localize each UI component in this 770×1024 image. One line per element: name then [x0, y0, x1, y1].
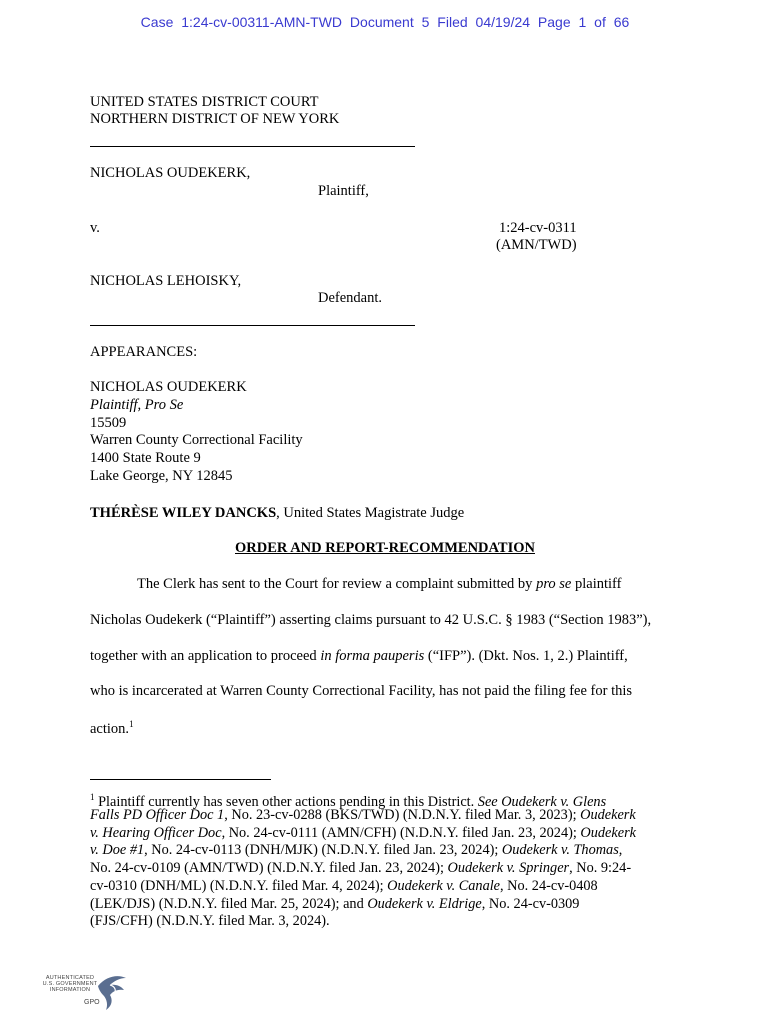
- document-number: Document 5: [349, 14, 430, 30]
- filed-date: Filed 04/19/24: [437, 14, 531, 30]
- gpo-seal-text: AUTHENTICATED U.S. GOVERNMENT INFORMATION: [42, 975, 98, 994]
- plaintiff-name: NICHOLAS OUDEKERK,: [90, 165, 251, 181]
- order-title: ORDER AND REPORT-RECOMMENDATION: [235, 540, 535, 556]
- judge-name: THÉRÈSE WILEY DANCKS: [90, 505, 277, 521]
- footnote-line-8: (FJS/CFH) (N.D.N.Y. filed Mar. 3, 2024).: [90, 913, 330, 929]
- appearances-heading: APPEARANCES:: [90, 344, 198, 360]
- appearance-role: Plaintiff, Pro Se: [90, 397, 184, 413]
- footnote-line-6: cv-0310 (DNH/ML) (N.D.N.Y. filed Mar. 4, 2024); Oudekerk v. Canale, No. 24-cv-0408: [90, 878, 598, 894]
- appearance-city: Lake George, NY 12845: [90, 468, 233, 484]
- case-number: Case 1:24-cv-00311-AMN-TWD: [140, 14, 343, 30]
- footnote-line-1: $^1$ Plaintiff currently has seven other actions pending in this District. See Oudekerk v. Glens: [90, 792, 607, 810]
- footnote-rule: [90, 779, 271, 780]
- appearance-street: 1400 State Route 9: [90, 450, 201, 466]
- defendant-role: Defendant.: [318, 290, 383, 306]
- plaintiff-role: Plaintiff,: [318, 183, 369, 199]
- caption-rule-top: [90, 146, 415, 147]
- gpo-seal: [40, 972, 130, 1014]
- caption-rule-bottom: [90, 325, 415, 326]
- footnote-line-7: (LEK/DJS) (N.D.N.Y. filed Mar. 25, 2024); and Oudekerk v. Eldrige, No. 24-cv-0309: [90, 896, 580, 912]
- case-number-line1: 1:24-cv-0311: [499, 220, 577, 236]
- footnote-line-3: v. Hearing Officer Doc, No. 24-cv-0111 (AMN/CFH) (N.D.N.Y. filed Jan. 23, 2024); Oudekerk: [90, 825, 636, 841]
- judge-title: , United States Magistrate Judge: [276, 505, 465, 521]
- court-name-line1: UNITED STATES DISTRICT COURT: [90, 94, 319, 110]
- footnote-line-4: v. Doe #1, No. 24-cv-0113 (DNH/MJK) (N.D.N.Y. filed Jan. 23, 2024); Oudekerk v. Thomas,: [90, 842, 623, 858]
- eagle-icon: [94, 972, 130, 1014]
- page-number: Page 1 of 66: [537, 14, 630, 30]
- court-name-line2: NORTHERN DISTRICT OF NEW YORK: [90, 111, 340, 127]
- footnote-ref: 1: [129, 719, 134, 729]
- case-number-line2: (AMN/TWD): [496, 237, 577, 253]
- body-line-4: who is incarcerated at Warren County Correctional Facility, has not paid the filing fee for this: [90, 683, 633, 699]
- footnote-line-2: Falls PD Officer Doc 1, No. 23-cv-0288 (BKS/TWD) (N.D.N.Y. filed Mar. 3, 2023); Oudekerk: [90, 807, 636, 823]
- case-header: [0, 14, 770, 30]
- footnote-line-5: No. 24-cv-0109 (AMN/TWD) (N.D.N.Y. filed Jan. 23, 2024); Oudekerk v. Springer, No. 9:24-: [90, 860, 632, 876]
- gpo-label: GPO: [84, 999, 100, 1006]
- appearance-id: 15509: [90, 415, 127, 431]
- defendant-name: NICHOLAS LEHOISKY,: [90, 273, 242, 289]
- body-line-2: Nicholas Oudekerk (“Plaintiff”) asserting claims pursuant to 42 U.S.C. § 1983 (“Section 1983”),: [90, 612, 652, 628]
- body-line-3: together with an application to proceed in forma pauperis (“IFP”). (Dkt. Nos. 1, 2.) Plaintiff,: [90, 648, 628, 664]
- body-line-1: The Clerk has sent to the Court for review a complaint submitted by pro se plaintiff: [137, 576, 622, 592]
- appearance-name: NICHOLAS OUDEKERK: [90, 379, 247, 395]
- body-line-5: action.$^1$: [90, 719, 134, 737]
- judge-line: [90, 505, 464, 523]
- versus: v.: [90, 220, 100, 236]
- appearance-facility: Warren County Correctional Facility: [90, 432, 303, 448]
